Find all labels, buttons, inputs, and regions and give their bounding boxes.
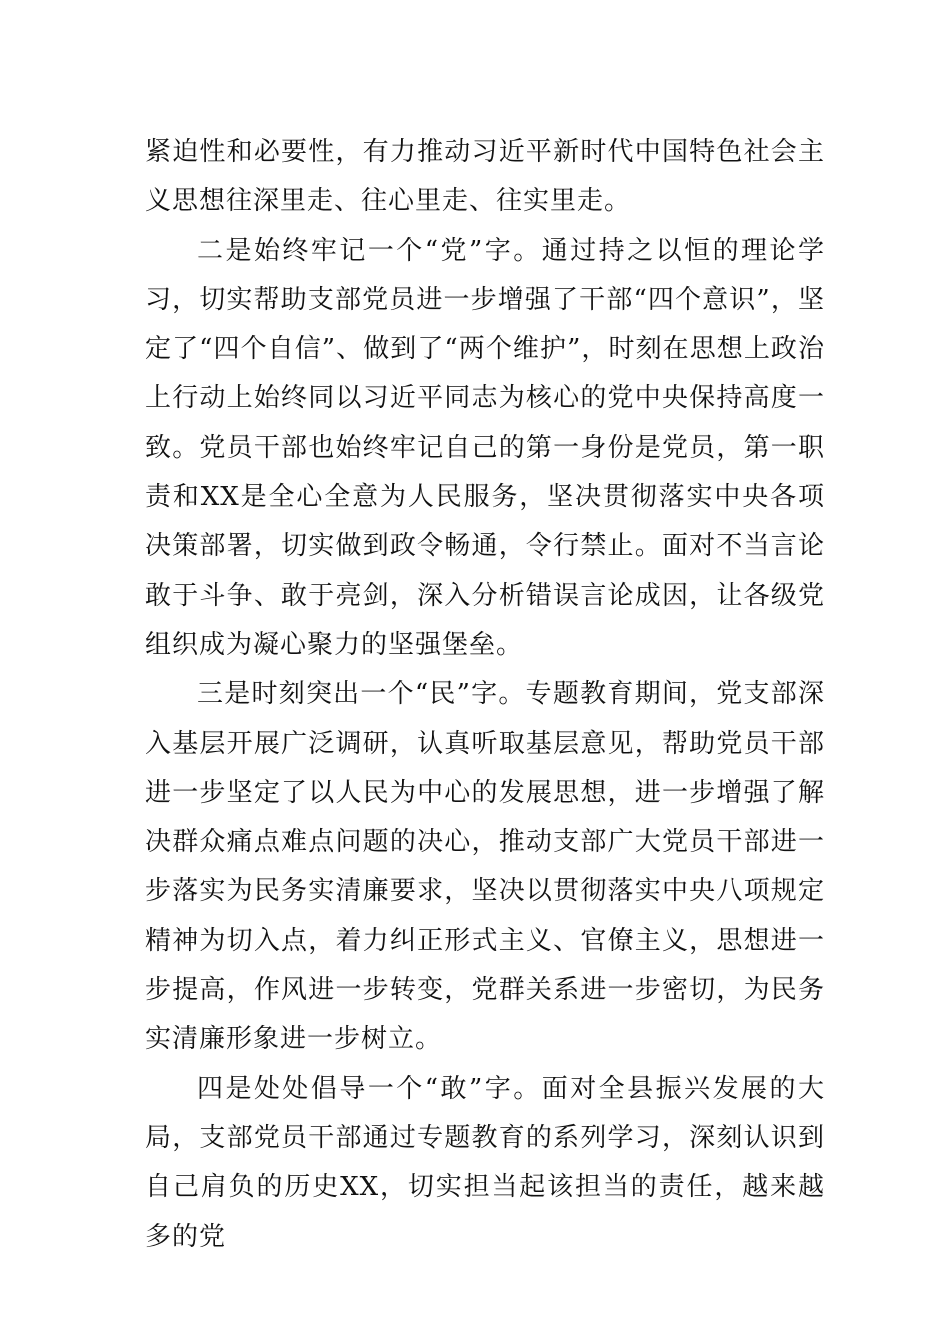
document-body <box>145 128 825 1262</box>
paragraph-party-character: 二是始终牢记一个“党”字。通过持之以恒的理论学习，切实帮助支部党员进一步增强了干部“四个意识”，坚定了“四个自信”、做到了“两个维护”，时刻在思想上政治上行动上始终同以习近平同志为核心的党中央保持高度一致。党员干部也始终牢记自己的第一身份是党员，第一职责和XX是全心全意为人民服务，坚决贯彻落实中央各项决策部署，切实做到政令畅通，令行禁止。面对不当言论敢于斗争、敢于亮剑，深入分析错误言论成因，让各级党组织成为凝心聚力的坚强堡垒。 <box>145 235 825 660</box>
paragraph-continuation: 紧迫性和必要性，有力推动习近平新时代中国特色社会主义思想往深里走、往心里走、往实里走。 <box>145 137 825 217</box>
paragraph-courage-character: 四是处处倡导一个“敢”字。面对全县振兴发展的大局，支部党员干部通过专题教育的系列学习，深刻认识到自己肩负的历史XX，切实担当起该担当的责任，越来越多的党 <box>145 1073 825 1252</box>
paragraph-people-character: 三是时刻突出一个“民”字。专题教育期间，党支部深入基层开展广泛调研，认真听取基层意见，帮助党员干部进一步坚定了以人民为中心的发展思想，进一步增强了解决群众痛点难点问题的决心，推动支部广大党员干部进一步落实为民务实清廉要求，坚决以贯彻落实中央八项规定精神为切入点，着力纠正形式主义、官僚主义，思想进一步提高，作风进一步转变，党群关系进一步密切，为民务实清廉形象进一步树立。 <box>145 679 825 1055</box>
